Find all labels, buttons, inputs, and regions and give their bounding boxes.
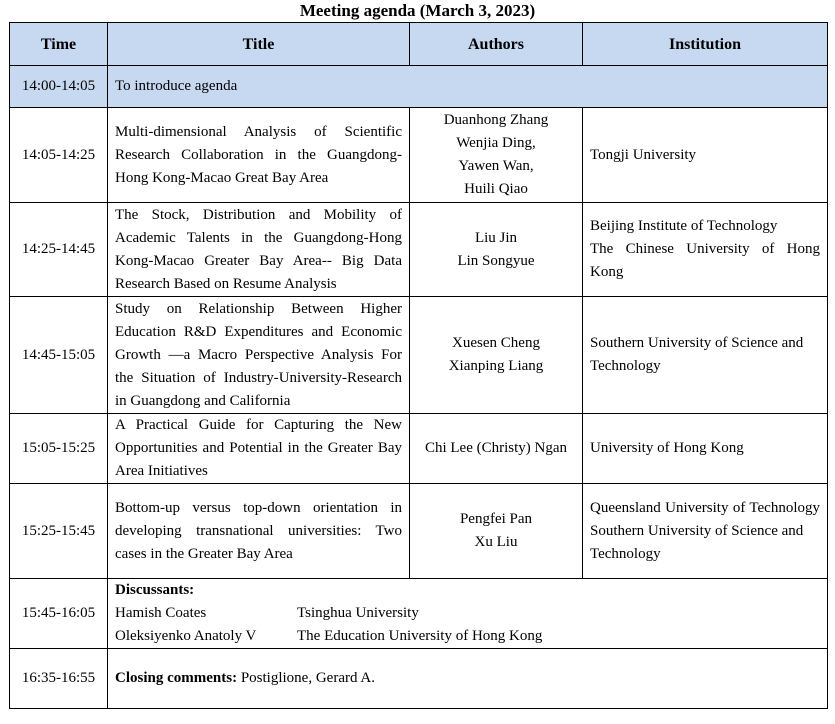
time-cell: 14:45-15:05 — [10, 297, 108, 414]
time-cell: 15:25-15:45 — [10, 484, 108, 579]
title-cell: The Stock, Distribution and Mobility of Academic Talents in the Guangdong-Hong Kong-Macao Greater Bay Area-- Big Data Research Based on Resume Analysis — [108, 203, 410, 297]
title-cell: A Practical Guide for Capturing the New Opportunities and Potential in the Greater Bay Area Initiatives — [108, 414, 410, 484]
discussant-name: Oleksiyenko Anatoly V — [115, 628, 257, 644]
discussant-name: Hamish Coates — [115, 605, 207, 621]
title-cell: Multi-dimensional Analysis of Scientific Research Collaboration in the Guangdong-Hong Kong-Macao Great Bay Area — [108, 108, 410, 203]
authors-cell — [410, 414, 583, 484]
author-name: Duanhong Zhang — [443, 112, 549, 128]
authors-cell — [410, 108, 583, 203]
institution-cell — [583, 484, 828, 579]
institution-name: Tongji University — [590, 146, 697, 163]
page-title: Meeting agenda (March 3, 2023) — [299, 1, 536, 20]
discussants-row — [10, 579, 828, 649]
discussant-entry — [115, 602, 820, 625]
institution-name: Beijing Institute of Technology — [590, 218, 778, 234]
table-row — [10, 484, 828, 579]
time-cell: 15:05-15:25 — [10, 414, 108, 484]
intro-row — [10, 66, 828, 108]
time-cell: 14:25-14:45 — [10, 203, 108, 297]
author-name: Liu Jin — [474, 229, 518, 246]
discussant-entry — [115, 625, 820, 648]
institution-name: Southern University of Science and Technology — [590, 522, 804, 562]
time-cell: 16:35-16:55 — [10, 649, 108, 709]
institution-cell — [583, 203, 828, 297]
author-name: Wenjia Ding, — [456, 135, 536, 151]
closing-row — [10, 649, 828, 709]
authors-cell — [410, 297, 583, 414]
author-name: Xianping Liang — [448, 358, 544, 374]
institution-cell — [583, 108, 828, 203]
header-authors: Authors — [410, 23, 583, 66]
time-cell: 14:05-14:25 — [10, 108, 108, 203]
institution-name: Southern University of Science and Technology — [590, 335, 804, 374]
discussant-institution: The Education University of Hong Kong — [297, 628, 543, 644]
author-name: Xuesen Cheng — [452, 335, 540, 351]
author-name: Chi Lee (Christy) Ngan — [424, 440, 568, 456]
table-row — [10, 108, 828, 203]
closing-label: Closing comments: — [115, 670, 238, 686]
closing-text: Postiglione, Gerard A. — [237, 670, 375, 686]
author-name: Pengfei Pan — [459, 511, 533, 527]
header-row — [10, 23, 828, 66]
time-cell: 15:45-16:05 — [10, 579, 108, 649]
authors-cell — [410, 203, 583, 297]
intro-title: To introduce agenda — [108, 66, 828, 108]
title-cell: Study on Relationship Between Higher Education R&D Expenditures and Economic Growth —a Macro Perspective Analysis For the Situation of Industry-University-Research in Guangdong and California — [108, 297, 410, 414]
author-name: Yawen Wan, — [458, 158, 534, 174]
discussants-cell — [108, 579, 828, 649]
institution-cell — [583, 414, 828, 484]
table-row — [10, 203, 828, 297]
institution-name: The Chinese University of Hong Kong — [590, 241, 820, 280]
author-name: Lin Songyue — [457, 252, 535, 269]
institution-name: Queensland University of Technology — [590, 499, 820, 516]
authors-cell — [410, 484, 583, 579]
author-name: Huili Qiao — [464, 181, 528, 197]
header-time: Time — [10, 23, 108, 66]
institution-cell — [583, 297, 828, 414]
institution-name: University of Hong Kong — [590, 440, 744, 456]
agenda-table — [9, 22, 828, 709]
header-title: Title — [108, 23, 410, 66]
header-institution: Institution — [583, 23, 828, 66]
table-row — [10, 297, 828, 414]
table-row — [10, 414, 828, 484]
title-cell: Bottom-up versus top-down orientation in developing transnational universities: Two cases in the Greater Bay Area — [108, 484, 410, 579]
closing-cell — [108, 649, 828, 709]
discussants-label: Discussants: — [115, 582, 195, 598]
time-cell: 14:00-14:05 — [10, 66, 108, 108]
discussant-institution: Tsinghua University — [297, 605, 419, 621]
author-name: Xu Liu — [474, 534, 518, 550]
